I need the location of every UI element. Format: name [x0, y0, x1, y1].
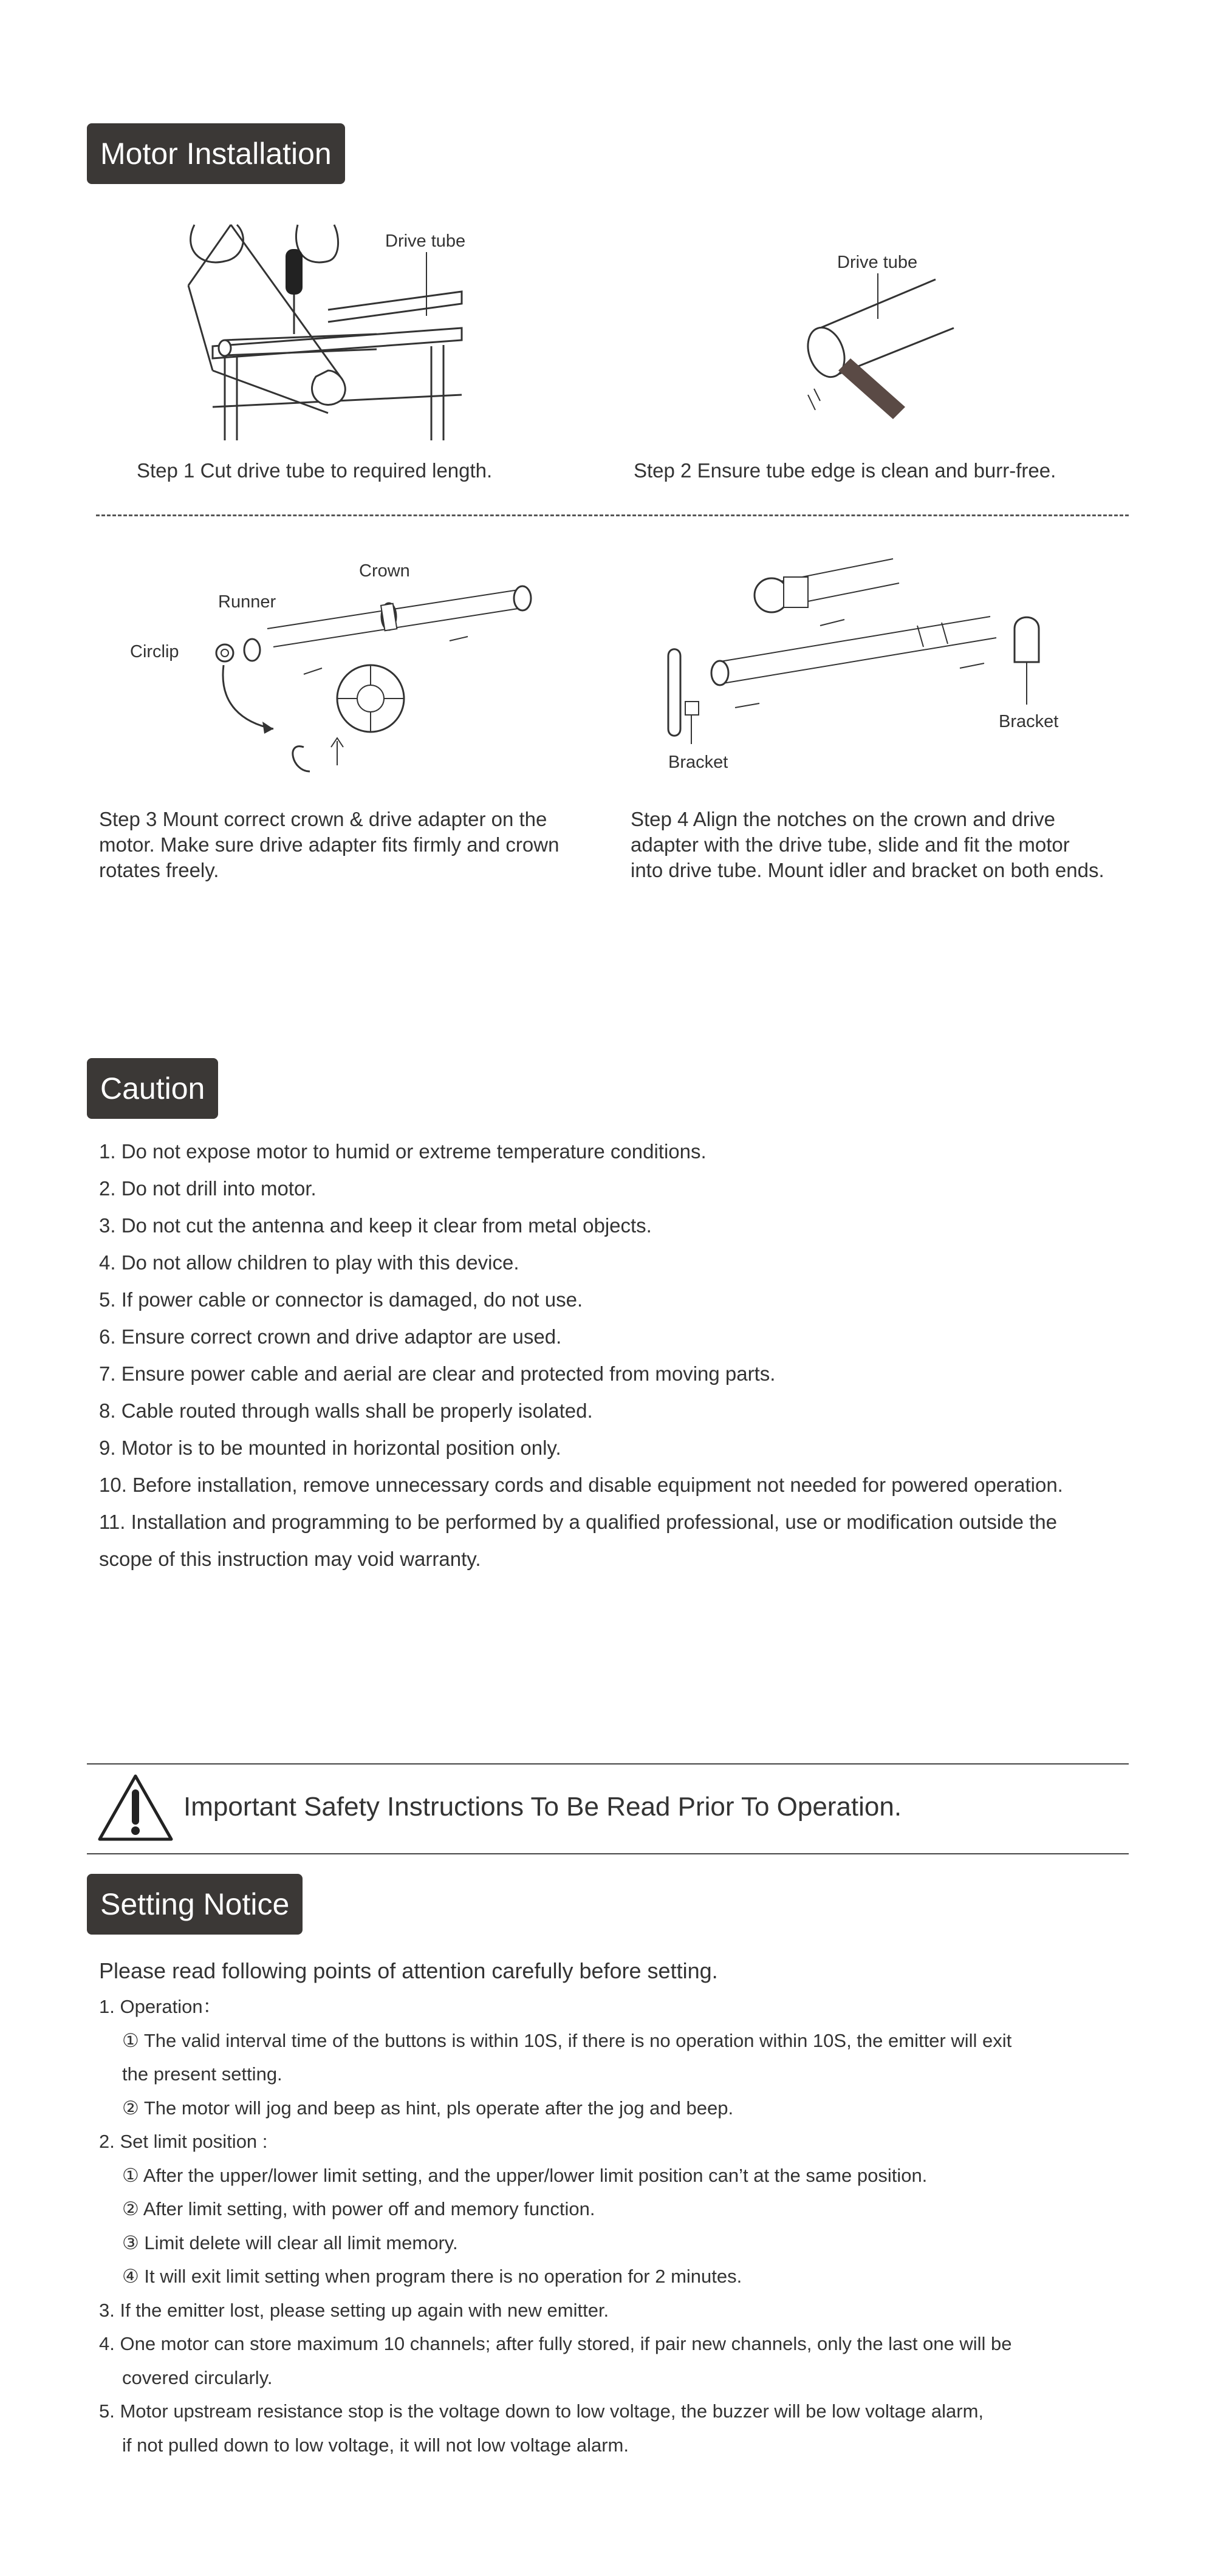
bracket-left-label: Bracket: [668, 753, 728, 772]
caution-item-8: 8. Cable routed through walls shall be properly isolated.: [99, 1399, 593, 1422]
drive-tube-label-2: Drive tube: [837, 253, 918, 272]
step1-illustration: [176, 225, 468, 443]
setting-line-8: ③ Limit delete will clear all limit memory.: [122, 2232, 458, 2253]
step3-caption: Step 3 Mount correct crown & drive adapter on the motor. Make sure drive adapter fits firmly and crown rotates freely.: [99, 808, 560, 881]
caution-item-9: 9. Motor is to be mounted in horizontal position only.: [99, 1437, 561, 1459]
safety-text: Important Safety Instructions To Be Read Prior To Operation.: [183, 1792, 902, 1822]
caution-item-5: 5. If power cable or connector is damaged, do not use.: [99, 1288, 583, 1311]
setting-line-14: if not pulled down to low voltage, it will not low voltage alarm.: [122, 2434, 629, 2456]
drive-tube-leader-2: [875, 273, 887, 322]
step-divider: [96, 514, 1129, 516]
setting-line-2: ① The valid interval time of the buttons is within 10S, if there is no operation within 10S, the emitter will exit: [122, 2029, 1012, 2051]
warning-icon: [97, 1774, 174, 1842]
setting-notice-list: [99, 1990, 1012, 2462]
safety-rule-top: [87, 1763, 1129, 1765]
motor-installation-title: Motor Installation: [87, 123, 345, 184]
step4-illustration: [662, 559, 1087, 765]
runner-label: Runner: [218, 592, 276, 612]
setting-line-13: 5. Motor upstream resistance stop is the voltage down to low voltage, the buzzer will be low voltage alarm,: [99, 2400, 984, 2422]
setting-line-9: ④ It will exit limit setting when program there is no operation for 2 minutes.: [122, 2266, 742, 2287]
setting-line-6: ① After the upper/lower limit setting, and the upper/lower limit position can’t at the same position.: [122, 2164, 928, 2186]
setting-line-3: the present setting.: [122, 2063, 282, 2085]
caution-list: [99, 1133, 1063, 1577]
setting-notice-title: Setting Notice: [87, 1874, 303, 1935]
setting-line-1: 1. Operation：: [99, 1996, 222, 2017]
safety-rule-bottom: [87, 1853, 1129, 1854]
caution-item-6: 6. Ensure correct crown and drive adaptor are used.: [99, 1325, 562, 1348]
drive-tube-label-1: Drive tube: [385, 231, 466, 251]
crown-label: Crown: [359, 561, 410, 581]
setting-line-10: 3. If the emitter lost, please setting up again with new emitter.: [99, 2299, 609, 2321]
caution-item-11-cont: scope of this instruction may void warranty.: [99, 1548, 481, 1570]
step2-caption: Step 2 Ensure tube edge is clean and burr-free.: [634, 459, 1056, 482]
setting-line-11: 4. One motor can store maximum 10 channels; after fully stored, if pair new channels, only the last one will be: [99, 2333, 1012, 2354]
setting-line-4: ② The motor will jog and beep as hint, pls operate after the jog and beep.: [122, 2097, 734, 2119]
bracket-right-label: Bracket: [999, 712, 1059, 731]
caution-item-10: 10. Before installation, remove unnecessary cords and disable equipment not needed for powered operation.: [99, 1474, 1063, 1496]
step4-caption: Step 4 Align the notches on the crown and drive adapter with the drive tube, slide and fit the motor into drive tube. Mount idler and bracket on both ends.: [631, 808, 1104, 881]
setting-line-12: covered circularly.: [122, 2366, 273, 2388]
caution-item-2: 2. Do not drill into motor.: [99, 1177, 317, 1200]
setting-line-7: ② After limit setting, with power off and memory function.: [122, 2198, 595, 2219]
caution-item-4: 4. Do not allow children to play with this device.: [99, 1251, 519, 1274]
step1-caption: Step 1 Cut drive tube to required length.: [137, 459, 493, 482]
drive-tube-leader-1: [425, 252, 431, 319]
caution-item-7: 7. Ensure power cable and aerial are clear and protected from moving parts.: [99, 1362, 776, 1385]
caution-item-1: 1. Do not expose motor to humid or extreme temperature conditions.: [99, 1140, 707, 1163]
caution-title: Caution: [87, 1058, 218, 1119]
circlip-label: Circlip: [130, 642, 179, 661]
setting-line-5: 2. Set limit position :: [99, 2131, 268, 2152]
caution-item-3: 3. Do not cut the antenna and keep it clear from metal objects.: [99, 1214, 652, 1237]
caution-item-11: 11. Installation and programming to be performed by a qualified professional, use or modification outside the: [99, 1511, 1057, 1533]
setting-intro: Please read following points of attention carefully before setting.: [99, 1958, 718, 1983]
